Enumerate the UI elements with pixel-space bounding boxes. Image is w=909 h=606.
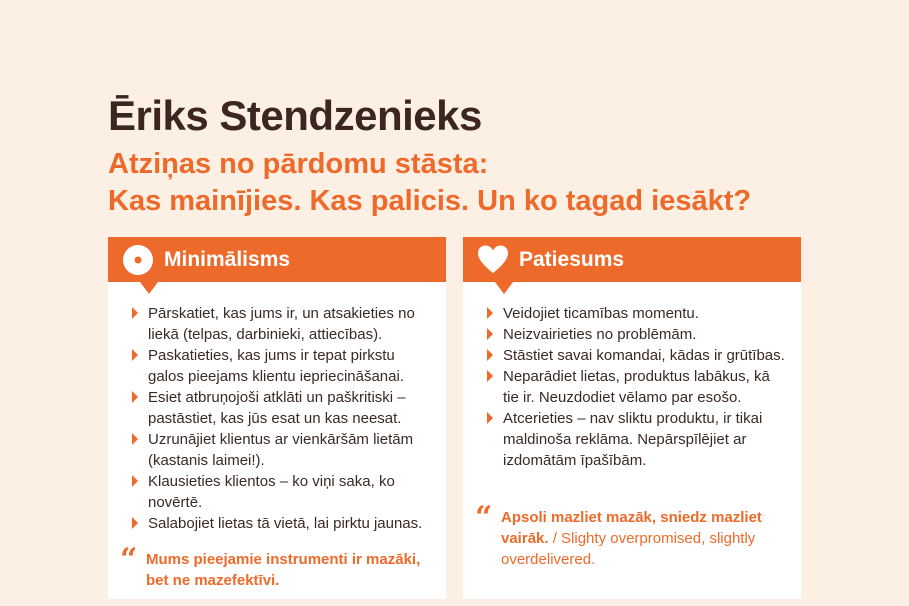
bullet-icon — [487, 349, 493, 361]
list-item: Veidojiet ticamības momentu. — [463, 303, 801, 324]
quote-text: Mums pieejamie instrumenti ir mazāki, bet ne mazefektīvi. — [146, 551, 421, 589]
honesty-card-title: Patiesums — [519, 248, 625, 271]
bullet-icon — [132, 307, 138, 319]
quote-mark-icon: “ — [120, 542, 138, 577]
honesty-quote — [475, 500, 789, 570]
quote-translation: / Slighty overpromised, slightly overdelivered. — [501, 530, 756, 568]
bullet-icon — [487, 370, 493, 382]
bullet-icon — [132, 475, 138, 487]
page-title: Ēriks Stendzenieks — [108, 92, 482, 139]
page-subtitle — [108, 146, 751, 220]
target-icon — [122, 244, 154, 276]
list-item: Pārskatiet, kas jums ir, un atsakieties no liekā (telpas, darbinieki, attiecības). — [108, 303, 446, 345]
header-pointer — [495, 282, 513, 294]
quote-text: Apsoli mazliet mazāk, sniedz mazliet vairāk. — [501, 509, 762, 547]
honesty-card — [463, 237, 801, 599]
bullet-icon — [132, 349, 138, 361]
list-item: Salabojiet lietas tā vietā, lai pirktu jaunas. — [108, 513, 446, 534]
list-item: Neizvairieties no problēmām. — [463, 324, 801, 345]
minimalism-card — [108, 237, 446, 599]
list-item: Neparādiet lietas, produktus labākus, kā tie ir. Neuzdodiet vēlamo par esošo. — [463, 366, 801, 408]
subtitle-line-1: Atziņas no pārdomu stāsta: — [108, 148, 489, 180]
minimalism-card-title: Minimālisms — [164, 248, 291, 271]
list-item: Paskatieties, kas jums ir tepat pirkstu galos pieejams klientu iepriecināšanai. — [108, 345, 446, 387]
minimalism-card-header — [108, 237, 446, 282]
list-item: Stāstiet savai komandai, kādas ir grūtības. — [463, 345, 801, 366]
subtitle-line-2: Kas mainījies. Kas palicis. Un ko tagad iesākt? — [108, 185, 752, 217]
bullet-icon — [132, 391, 138, 403]
bullet-icon — [487, 328, 493, 340]
list-item: Klausieties klientos – ko viņi saka, ko novērtē. — [108, 471, 446, 513]
heart-icon — [477, 244, 509, 276]
bullet-icon — [132, 517, 138, 529]
header-pointer — [140, 282, 158, 294]
list-item: Esiet atbruņojoši atklāti un paškritiski – pastāstiet, kas jūs esat un kas neesat. — [108, 387, 446, 429]
minimalism-quote — [120, 542, 434, 591]
bullet-icon — [487, 412, 493, 424]
bullet-icon — [487, 307, 493, 319]
bullet-icon — [132, 433, 138, 445]
minimalism-list — [108, 303, 446, 534]
quote-mark-icon: “ — [475, 500, 493, 535]
list-item: Uzrunājiet klientus ar vienkāršām lietām (kastanis laimei!). — [108, 429, 446, 471]
honesty-list — [463, 303, 801, 471]
list-item: Atcerieties – nav sliktu produktu, ir tikai maldinoša reklāma. Nepārspīlējiet ar izdomātām īpašībām. — [463, 408, 801, 471]
honesty-card-header — [463, 237, 801, 282]
